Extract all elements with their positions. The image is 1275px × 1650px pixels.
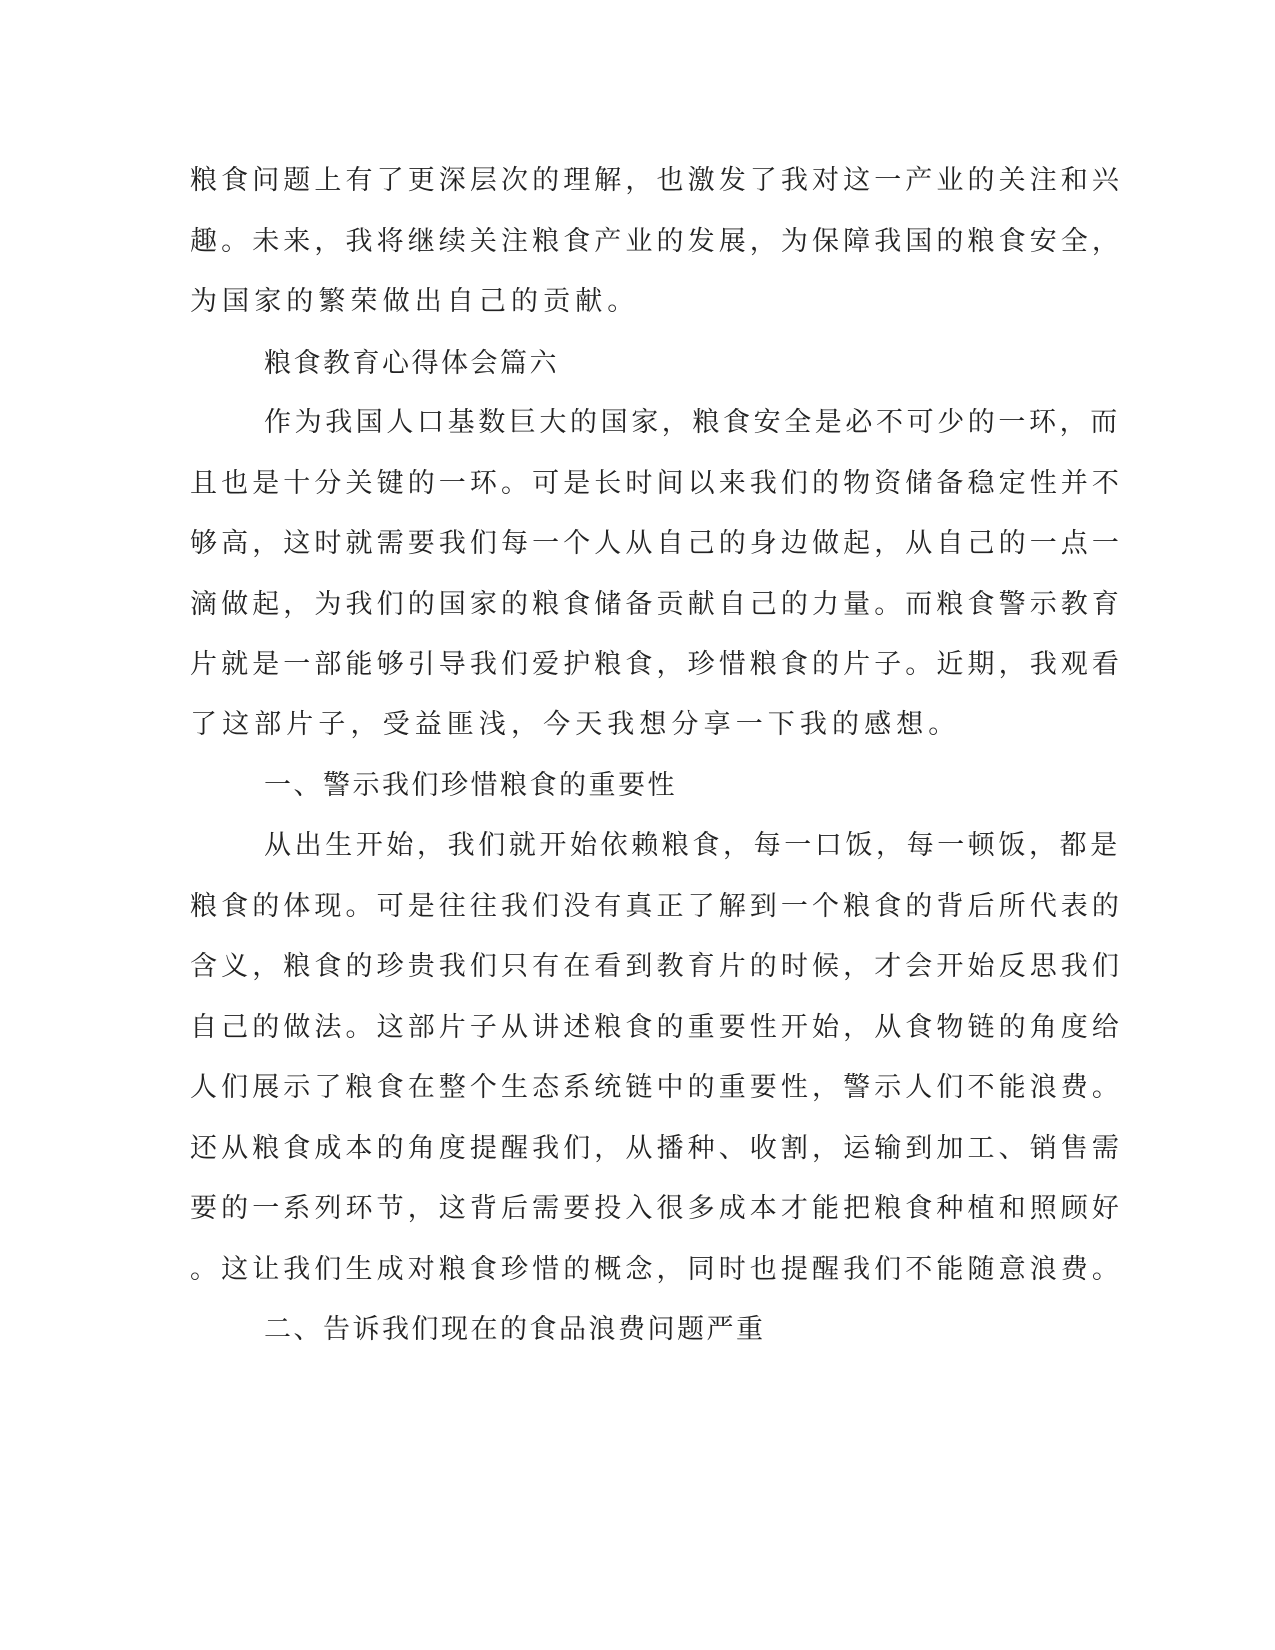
paragraph-line: 从出生开始，我们就开始依赖粮食，每一口饭，每一顿饭，都是 [264, 830, 1121, 861]
paragraph-line: 含义，粮食的珍贵我们只有在看到教育片的时候，才会开始反思我们 [190, 951, 1123, 982]
section-title: 粮食教育心得体会篇六 [264, 348, 559, 379]
subsection-heading: 一、警示我们珍惜粮食的重要性 [264, 770, 677, 801]
paragraph-line: 要的一系列环节，这背后需要投入很多成本才能把粮食种植和照顾好 [190, 1193, 1123, 1224]
paragraph-line: 为国家的繁荣做出自己的贡献。 [190, 286, 640, 317]
paragraph-line: 人们展示了粮食在整个生态系统链中的重要性，警示人们不能浪费。 [190, 1072, 1123, 1103]
paragraph-line: 趣。未来，我将继续关注粮食产业的发展，为保障我国的粮食安全， [190, 226, 1123, 257]
paragraph-line: 粮食问题上有了更深层次的理解，也激发了我对这一产业的关注和兴 [190, 165, 1123, 196]
paragraph-line: 滴做起，为我们的国家的粮食储备贡献自己的力量。而粮食警示教育 [190, 589, 1123, 620]
paragraph-line: 了这部片子，受益匪浅，今天我想分享一下我的感想。 [190, 709, 961, 740]
paragraph-line: 作为我国人口基数巨大的国家，粮食安全是必不可少的一环，而 [264, 407, 1121, 438]
paragraph-line: 片就是一部能够引导我们爱护粮食，珍惜粮食的片子。近期，我观看 [190, 649, 1123, 680]
paragraph-line: 。这让我们生成对粮食珍惜的概念，同时也提醒我们不能随意浪费。 [190, 1254, 1123, 1285]
paragraph-line: 粮食的体现。可是往往我们没有真正了解到一个粮食的背后所代表的 [190, 891, 1123, 922]
paragraph-line: 还从粮食成本的角度提醒我们，从播种、收割，运输到加工、销售需 [190, 1133, 1123, 1164]
paragraph-line: 够高，这时就需要我们每一个人从自己的身边做起，从自己的一点一 [190, 528, 1123, 559]
paragraph-line: 自己的做法。这部片子从讲述粮食的重要性开始，从食物链的角度给 [190, 1012, 1123, 1043]
subsection-heading: 二、告诉我们现在的食品浪费问题严重 [264, 1314, 766, 1345]
paragraph-line: 且也是十分关键的一环。可是长时间以来我们的物资储备稳定性并不 [190, 468, 1123, 499]
